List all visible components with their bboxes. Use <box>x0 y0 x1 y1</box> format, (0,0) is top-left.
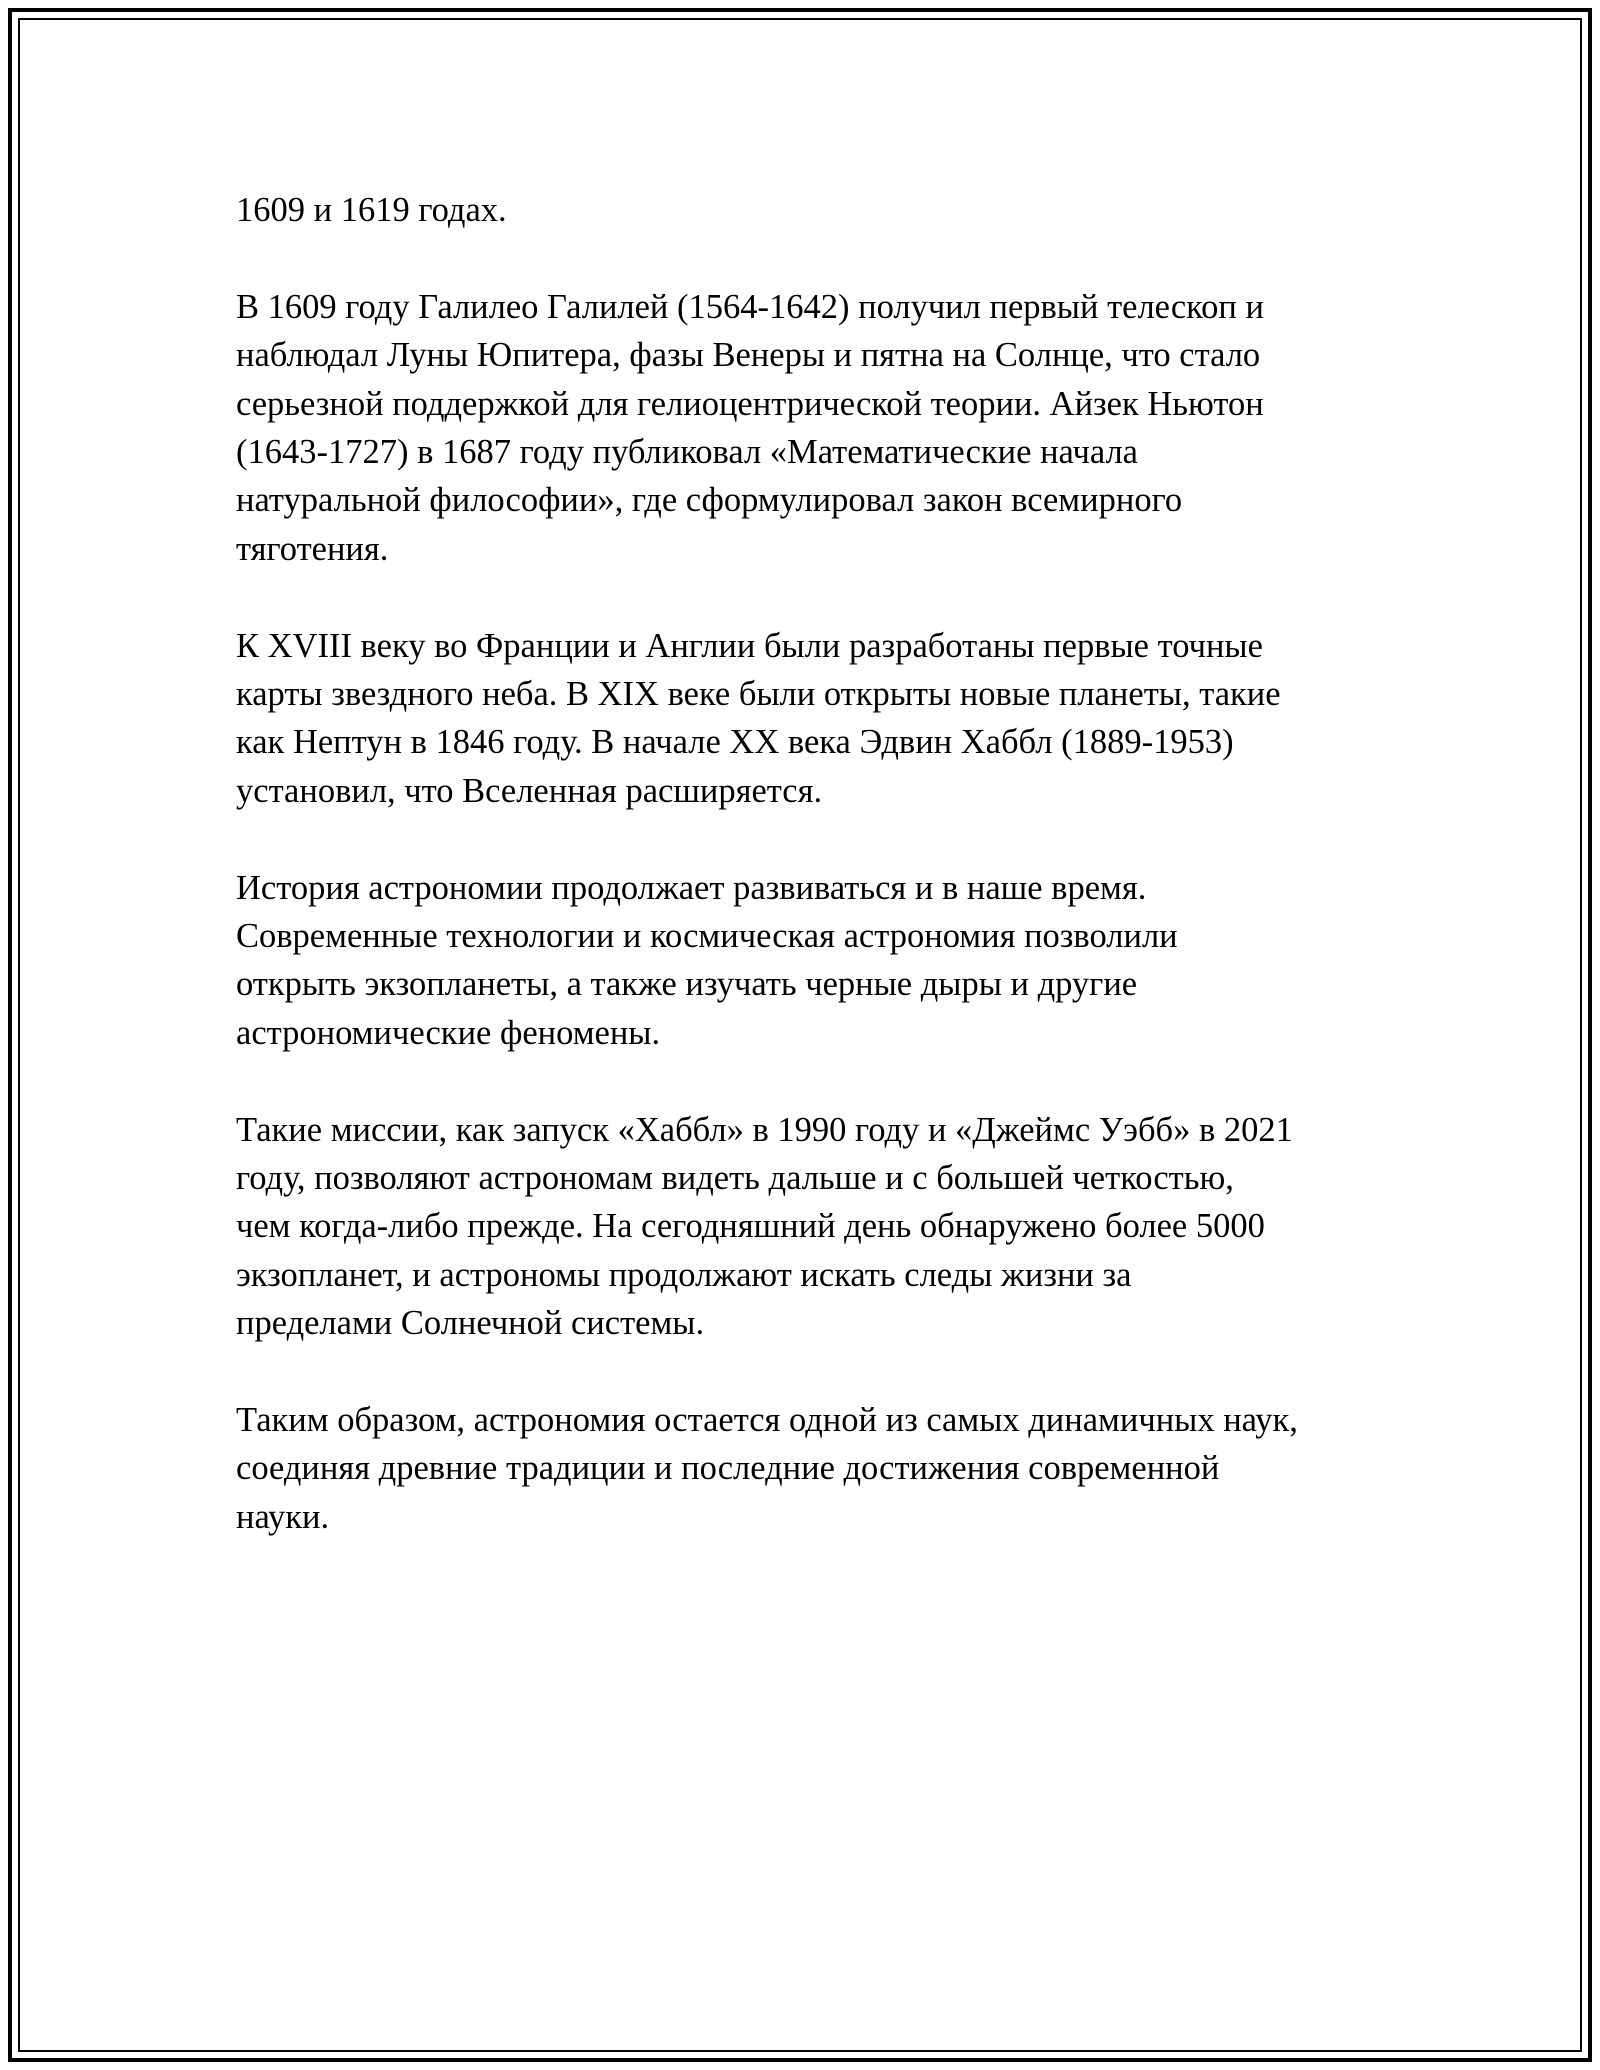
text-line: (1643-1727) в 1687 году публиковал «Математические начала <box>236 433 1138 472</box>
text-line: натуральной философии», где сформулировал закон всемирного <box>236 481 1183 520</box>
text-line: История астрономии продолжает развиваться и в наше время. <box>236 868 1147 907</box>
text-line: науки. <box>236 1497 330 1536</box>
paragraph-6 <box>236 1396 1376 1541</box>
text-line: карты звездного неба. В XIX веке были открыты новые планеты, такие <box>236 675 1281 714</box>
paragraph-3 <box>236 622 1376 816</box>
text-line: экзопланет, и астрономы продолжают искать следы жизни за <box>236 1255 1132 1294</box>
text-line: чем когда-либо прежде. На сегодняшний день обнаружено более 5000 <box>236 1207 1265 1246</box>
paragraph-5 <box>236 1106 1376 1348</box>
text-line: астрономические феномены. <box>236 1013 661 1052</box>
paragraph-2 <box>236 283 1376 573</box>
text-line: 1609 и 1619 годах. <box>236 191 507 229</box>
text-line: пределами Солнечной системы. <box>236 1304 705 1343</box>
text-line: тяготения. <box>236 529 389 568</box>
text-line: Современные технологии и космическая астрономия позволили <box>236 917 1178 956</box>
text-line: соединяя древние традиции и последние достижения современной <box>236 1449 1220 1488</box>
paragraph-1 <box>236 186 1376 234</box>
text-line: году, позволяют астрономам видеть дальше и с большей четкостью, <box>236 1159 1234 1198</box>
text-line: открыть экзопланеты, а также изучать черные дыры и другие <box>236 965 1138 1004</box>
text-line: Такие миссии, как запуск «Хаббл» в 1990 году и «Джеймс Уэбб» в 2021 <box>236 1110 1293 1149</box>
text-line: наблюдал Луны Юпитера, фазы Венеры и пятна на Солнце, что стало <box>236 336 1261 375</box>
text-line: как Нептун в 1846 году. В начале XX века Эдвин Хаббл (1889-1953) <box>236 723 1234 762</box>
text-line: Таким образом, астрономия остается одной из самых динамичных наук, <box>236 1401 1298 1440</box>
paragraph-4 <box>236 864 1376 1058</box>
text-line: В 1609 году Галилео Галилей (1564-1642) получил первый телескоп и <box>236 287 1264 326</box>
text-line: серьезной поддержкой для гелиоцентрической теории. Айзек Ньютон <box>236 384 1264 423</box>
text-line: К XVIII веку во Франции и Англии были разработаны первые точные <box>236 626 1263 665</box>
document-body <box>236 186 1376 1590</box>
text-line: установил, что Вселенная расширяется. <box>236 771 823 810</box>
